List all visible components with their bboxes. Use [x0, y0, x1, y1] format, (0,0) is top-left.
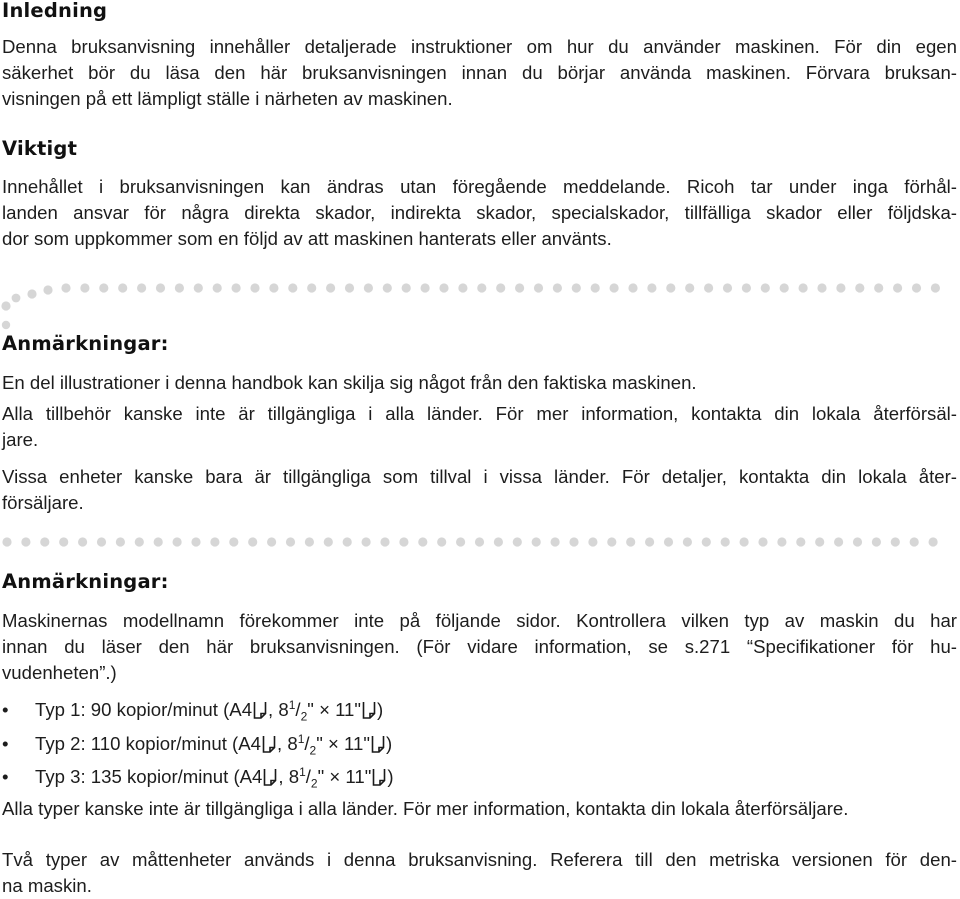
inch-mark: ": [316, 733, 323, 754]
divider-dots: [2, 537, 937, 546]
divider-dot: [97, 537, 106, 546]
divider-dot: [569, 537, 578, 546]
divider-dot: [626, 537, 635, 546]
notes1-paragraph-2: [2, 401, 957, 453]
text-line: Alla tillbehör kanske inte är tillgängliga i alla länder. För mer information, kontakta din lokala återförsäl-: [2, 403, 957, 424]
notes2-paragraph-3: [2, 847, 957, 899]
divider-dot: [704, 283, 713, 292]
divider-dot: [418, 537, 427, 546]
divider-dot: [515, 283, 524, 292]
divider-dot: [607, 537, 616, 546]
divider-dot: [910, 537, 919, 546]
divider-dot: [777, 537, 786, 546]
divider-dot: [872, 537, 881, 546]
divider-dot: [191, 537, 200, 546]
type-size: 11": [329, 699, 361, 720]
text-line: Alla typer kanske inte är tillgängliga i alla länder. För mer information, kontakta din lokala återförsäljare.: [2, 798, 849, 819]
divider-dot: [591, 283, 600, 292]
divider-dot: [551, 537, 560, 546]
divider-dot: [364, 283, 373, 292]
divider-dot: [740, 537, 749, 546]
divider-dot: [307, 283, 316, 292]
type-size-prefix: , 8: [277, 733, 298, 754]
divider-dot: [402, 283, 411, 292]
divider-dot: [588, 537, 597, 546]
text-line: na maskin.: [2, 875, 92, 897]
divider-dot: [836, 283, 845, 292]
divider-dot: [421, 283, 430, 292]
text-line: dor som uppkommer som en följd av att maskinen hanterats eller använts.: [2, 228, 612, 250]
section-heading-viktigt: Viktigt: [2, 137, 78, 160]
paper-portrait-icon: [262, 735, 276, 753]
divider-dot: [553, 283, 562, 292]
divider-dot: [40, 537, 49, 546]
divider-dot: [572, 283, 581, 292]
dotted-divider-middle: [0, 530, 960, 554]
divider-dot: [645, 537, 654, 546]
divider-dot: [194, 283, 203, 292]
notes1-paragraph-1: [2, 370, 957, 396]
divider-dot: [362, 537, 371, 546]
divider-dot: [893, 283, 902, 292]
divider-dot: [156, 283, 165, 292]
divider-dot: [817, 283, 826, 292]
fraction-numerator: 1: [288, 697, 296, 712]
divider-dot: [99, 283, 108, 292]
bullet-icon: •: [2, 733, 9, 754]
section-heading-notes-2: Anmärkningar:: [2, 570, 169, 593]
divider-dot: [137, 283, 146, 292]
divider-dot: [2, 321, 10, 329]
divider-dot: [853, 537, 862, 546]
divider-dot: [475, 537, 484, 546]
text-line: landen ansvar för några direkta skador, indirekta skador, specialskador, tillfälliga skador eller följdska-: [2, 202, 957, 224]
type-size: 11": [340, 766, 372, 787]
type-close: ): [377, 699, 384, 720]
divider-dot: [173, 537, 182, 546]
divider-dot: [305, 537, 314, 546]
type-close: ): [385, 733, 393, 754]
paper-portrait-icon: [372, 768, 386, 786]
divider-dot: [324, 537, 333, 546]
divider-dot: [229, 537, 238, 546]
text-line: vudenheten”.): [2, 662, 117, 684]
divider-dot: [815, 537, 824, 546]
times-sign: ×: [328, 733, 339, 754]
divider-dot: [912, 283, 921, 292]
divider-dot: [742, 283, 751, 292]
type-label: Typ 1: 90 kopior/minut (A4: [35, 699, 253, 720]
machine-type-item: [2, 731, 392, 757]
paper-portrait-icon: [371, 735, 385, 753]
paper-portrait-icon: [263, 768, 277, 786]
divider-dot: [891, 537, 900, 546]
divider-dot: [286, 537, 295, 546]
section-heading-notes-1: Anmärkningar:: [2, 332, 169, 355]
fraction-slash: /: [295, 699, 301, 720]
divider-dot: [929, 537, 938, 546]
divider-dot: [855, 283, 864, 292]
fraction-denominator: 2: [300, 709, 308, 724]
divider-dot: [534, 283, 543, 292]
bullet-icon: •: [2, 699, 9, 720]
times-sign: ×: [319, 699, 330, 720]
divider-dot: [721, 537, 730, 546]
divider-dot: [399, 537, 408, 546]
divider-dot: [834, 537, 843, 546]
paper-portrait-icon: [362, 701, 376, 719]
text-line: innan du läser den här bruksanvisningen. (För vidare information, se s.271 “Specifikationer för hu-: [2, 636, 957, 658]
divider-dot: [664, 537, 673, 546]
type-close: ): [387, 766, 394, 787]
divider-dot: [59, 537, 68, 546]
divider-dot: [326, 283, 335, 292]
text-line: Innehållet i bruksanvisningen kan ändras utan föregående meddelande. Ricoh tar under inga förhål-: [2, 176, 957, 197]
inch-mark: ": [307, 699, 314, 720]
text-line: försäljare.: [2, 492, 84, 514]
divider-dot: [761, 283, 770, 292]
divider-dot: [380, 537, 389, 546]
notes2-paragraph-1: [2, 608, 957, 687]
divider-dot: [269, 283, 278, 292]
divider-dot: [494, 537, 503, 546]
divider-dot: [758, 537, 767, 546]
divider-dot: [248, 537, 257, 546]
fraction-denominator: 2: [309, 743, 317, 758]
divider-dot: [135, 537, 144, 546]
divider-dot: [1, 301, 10, 310]
divider-dot: [61, 283, 70, 292]
divider-dot: [439, 283, 448, 292]
divider-dot: [477, 283, 486, 292]
type-label: Typ 3: 135 kopior/minut (A4: [35, 766, 263, 787]
divider-dot: [496, 283, 505, 292]
divider-dot: [288, 283, 297, 292]
text-line: Två typer av måttenheter används i denna bruksanvisning. Referera till den metriska versionen för den-: [2, 849, 957, 870]
divider-dot: [683, 537, 692, 546]
divider-dot: [628, 283, 637, 292]
divider-dot: [118, 283, 127, 292]
text-line: En del illustrationer i denna handbok kan skilja sig något från den faktiska maskinen.: [2, 372, 697, 393]
divider-dot: [874, 283, 883, 292]
text-line: säkerhet bör du läsa den här bruksanvisningen innan du börjar använda maskinen. Förvara bruksan-: [2, 62, 957, 84]
divider-dot: [723, 283, 732, 292]
divider-dot: [796, 537, 805, 546]
fraction-slash: /: [304, 733, 310, 754]
divider-dot: [702, 537, 711, 546]
type-label: Typ 2: 110 kopior/minut (A4: [35, 733, 261, 754]
divider-dot: [213, 283, 222, 292]
divider-dot: [799, 283, 808, 292]
text-line: Vissa enheter kanske bara är tillgängliga som tillval i vissa länder. För detaljer, kontakta din lokala åter-: [2, 466, 957, 487]
machine-type-item: [2, 697, 383, 723]
divider-dot: [931, 283, 940, 292]
notes1-paragraph-3: [2, 464, 957, 516]
fraction-slash: /: [305, 766, 311, 787]
divider-dot: [21, 537, 30, 546]
divider-dot: [154, 537, 163, 546]
divider-dot: [685, 283, 694, 292]
divider-dot: [437, 537, 446, 546]
divider-dot: [43, 285, 52, 294]
divider-dot: [383, 283, 392, 292]
divider-dot: [27, 289, 36, 298]
fraction-numerator: 1: [297, 731, 305, 746]
divider-dot: [456, 537, 465, 546]
divider-dot: [12, 294, 21, 303]
text-line: visningen på ett lämpligt ställe i närheten av maskinen.: [2, 88, 453, 110]
divider-dot: [210, 537, 219, 546]
inch-mark: ": [317, 766, 325, 787]
divider-dot: [532, 537, 541, 546]
divider-dot: [175, 283, 184, 292]
divider-dot: [267, 537, 276, 546]
divider-dot: [80, 283, 89, 292]
divider-dot: [458, 283, 467, 292]
divider-dot: [232, 283, 241, 292]
type-size: 11": [338, 733, 370, 754]
divider-dot: [78, 537, 87, 546]
divider-dot: [780, 283, 789, 292]
paper-portrait-icon: [253, 701, 267, 719]
fraction-denominator: 2: [310, 776, 318, 791]
type-size-prefix: , 8: [278, 766, 300, 787]
divider-dot: [610, 283, 619, 292]
bullet-icon: •: [2, 766, 9, 787]
divider-dot: [343, 537, 352, 546]
type-size-prefix: , 8: [268, 699, 289, 720]
divider-dot: [666, 283, 675, 292]
dotted-divider-top: [0, 0, 960, 330]
divider-dot: [250, 283, 259, 292]
notes2-paragraph-2: [2, 796, 957, 822]
divider-dot: [345, 283, 354, 292]
text-line: Denna bruksanvisning innehåller detaljerade instruktioner om hur du använder maskinen. För din egen: [2, 36, 957, 57]
divider-dot: [647, 283, 656, 292]
times-sign: ×: [329, 766, 341, 787]
divider-dot: [513, 537, 522, 546]
text-line: jare.: [2, 429, 39, 451]
divider-dot: [116, 537, 125, 546]
machine-type-item: [2, 764, 394, 790]
text-line: Maskinernas modellnamn förekommer inte på följande sidor. Kontrollera vilken typ av maskin du har: [2, 610, 957, 631]
divider-dot: [2, 537, 11, 546]
fraction-numerator: 1: [299, 764, 306, 779]
divider-dots: [1, 283, 940, 329]
section-heading-inledning: Inledning: [2, 0, 108, 22]
